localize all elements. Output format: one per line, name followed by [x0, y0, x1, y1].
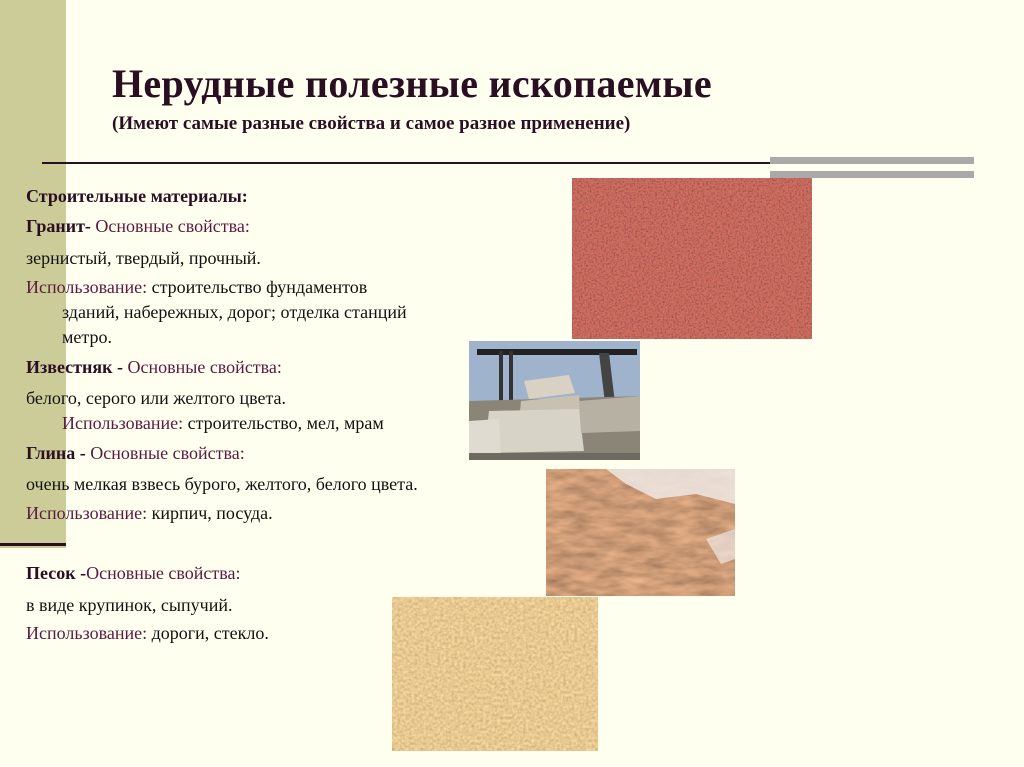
clay-props: очень мелкая взвесь бурого, желтого, белого цвета. [26, 474, 418, 494]
granite-use-text: строительство фундаментов [147, 277, 368, 297]
limestone-use-text: строительство, мел, мрам [183, 413, 384, 433]
limestone-props-label: Основные свойства: [122, 357, 282, 377]
clay-heading [26, 440, 245, 466]
granite-use-line2: зданий, набережных, дорог; отделка станций [62, 302, 407, 322]
limestone-use [62, 410, 384, 436]
sand-heading [26, 560, 241, 586]
sand-use-text: дороги, стекло. [147, 623, 269, 643]
granite-props: зернистый, твердый, прочный. [26, 248, 261, 268]
granite-heading [26, 213, 250, 239]
section-heading: Строительные материалы: [26, 186, 248, 206]
clay-use-label: Использование: [26, 503, 148, 523]
sand-use [26, 620, 269, 646]
granite-props-label: Основные свойства: [90, 216, 250, 236]
limestone-quarry-photo [469, 341, 640, 460]
clay-name: Глина - [26, 443, 86, 463]
sand-photo [392, 597, 598, 751]
granite-use-line3: метро. [62, 327, 112, 347]
sand-props-label: Основные свойства: [86, 563, 241, 583]
clay-use-text: кирпич, посуда. [147, 503, 273, 523]
sand-props: в виде крупинок, сыпучий. [26, 595, 233, 615]
limestone-use-label: Использование: [62, 413, 184, 433]
granite-name: Гранит- [26, 216, 91, 236]
clay-photo [546, 469, 735, 596]
granite-photo [572, 178, 812, 339]
limestone-name: Известняк - [26, 357, 123, 377]
clay-props-label: Основные свойства: [85, 443, 245, 463]
left-band-mark [0, 543, 66, 546]
slide-title: Нерудные полезные ископаемые [112, 61, 712, 106]
granite-use-label: Использование: [26, 277, 148, 297]
sand-name: Песок - [26, 563, 87, 583]
limestone-heading [26, 354, 282, 380]
title-divider-accent [770, 157, 974, 178]
slide-subtitle: (Имеют самые разные свойства и самое разное применение) [112, 113, 631, 134]
granite-use-line1 [26, 274, 367, 300]
sand-use-label: Использование: [26, 623, 148, 643]
clay-use [26, 500, 273, 526]
limestone-props: белого, серого или желтого цвета. [26, 388, 287, 408]
